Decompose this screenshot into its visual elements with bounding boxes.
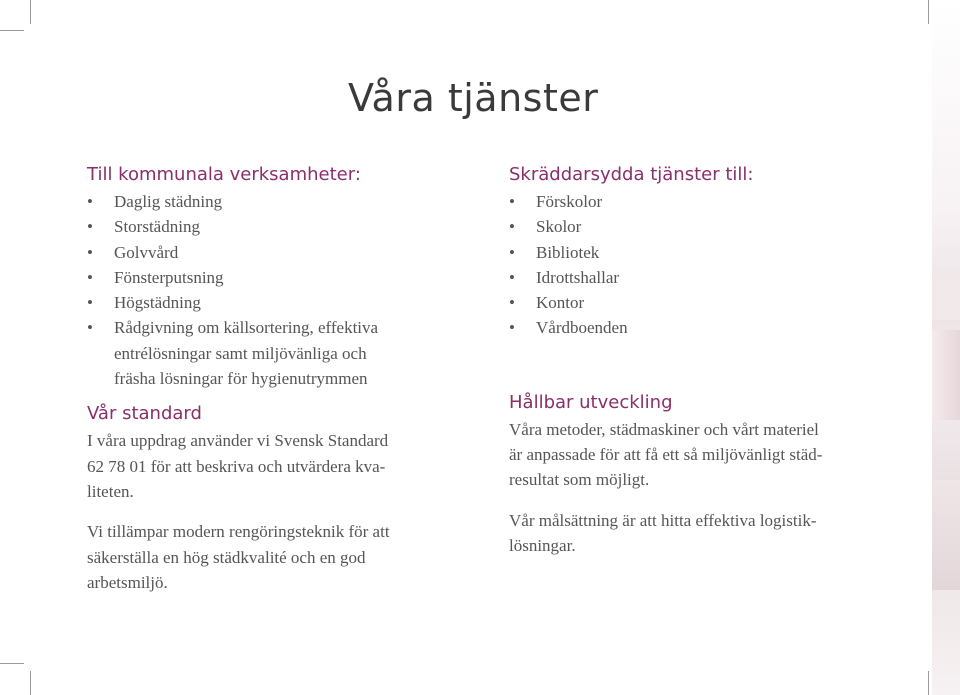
bullet-icon: • bbox=[509, 267, 515, 287]
tailored-list bbox=[509, 189, 909, 341]
list-item: • Kontor bbox=[509, 290, 909, 315]
crop-mark bbox=[30, 671, 31, 695]
bullet-icon: • bbox=[509, 318, 515, 338]
crop-mark bbox=[30, 0, 31, 24]
crop-mark bbox=[928, 671, 929, 695]
list-item: • Förskolor bbox=[509, 189, 909, 214]
logistics-paragraph: Vår målsättning är att hitta effektiva logistik- lösningar. bbox=[509, 510, 817, 555]
bullet-icon: • bbox=[87, 192, 93, 211]
list-item: • Storstädning bbox=[87, 214, 467, 239]
list-item: • Idrottshallar bbox=[509, 265, 909, 290]
right-column bbox=[509, 163, 909, 558]
bullet-icon: • bbox=[87, 318, 93, 338]
crop-mark bbox=[0, 30, 24, 31]
list-item: • Daglig städning bbox=[87, 189, 467, 214]
crop-mark bbox=[0, 663, 24, 664]
bullet-icon: • bbox=[87, 242, 93, 262]
list-item: • Högstädning bbox=[87, 290, 467, 315]
bullet-icon: • bbox=[87, 217, 93, 237]
page-title: Våra tjänster bbox=[348, 76, 599, 120]
photo-detail bbox=[932, 330, 960, 420]
list-item: • Vårdboenden bbox=[509, 315, 909, 340]
photo-edge bbox=[932, 0, 960, 695]
photo-detail bbox=[932, 280, 960, 320]
standard-paragraph: I våra uppdrag använder vi Svensk Standard 62 78 01 för att beskriva och utvärdera kva- liteten. bbox=[87, 431, 389, 501]
left-column bbox=[87, 163, 467, 595]
sustainable-paragraph: Våra metoder, städmaskiner och vårt materiel är anpassade för att få ett så miljövänligt städ- resultat som möjligt. bbox=[509, 419, 823, 490]
list-item: • Skolor bbox=[509, 214, 909, 239]
municipal-list bbox=[87, 189, 467, 391]
list-item: • Rådgivning om källsortering, effektiva entrélösningar samt miljövänliga och fräsha lösningar för hygienutrymmen bbox=[87, 315, 467, 391]
list-item: • Fönsterputsning bbox=[87, 265, 467, 290]
standard-heading: Vår standard bbox=[87, 403, 202, 425]
bullet-icon: • bbox=[509, 217, 515, 237]
photo-detail bbox=[932, 480, 960, 590]
list-item: • Golvvård bbox=[87, 240, 467, 265]
tailored-heading: Skräddarsydda tjänster till: bbox=[509, 164, 754, 185]
bullet-icon: • bbox=[87, 293, 93, 313]
sustainable-heading: Hållbar utveckling bbox=[509, 391, 673, 413]
bullet-icon: • bbox=[509, 293, 515, 313]
list-item: • Bibliotek bbox=[509, 240, 909, 265]
bullet-icon: • bbox=[509, 242, 515, 262]
crop-mark bbox=[928, 0, 929, 24]
bullet-icon: • bbox=[87, 267, 93, 287]
bullet-icon: • bbox=[509, 192, 515, 211]
municipal-heading: Till kommunala verksamheter: bbox=[87, 164, 361, 185]
cleaning-technique-paragraph: Vi tillämpar modern rengöringsteknik för att säkerställa en hög städkvalité och en god arbetsmiljö. bbox=[87, 522, 390, 592]
